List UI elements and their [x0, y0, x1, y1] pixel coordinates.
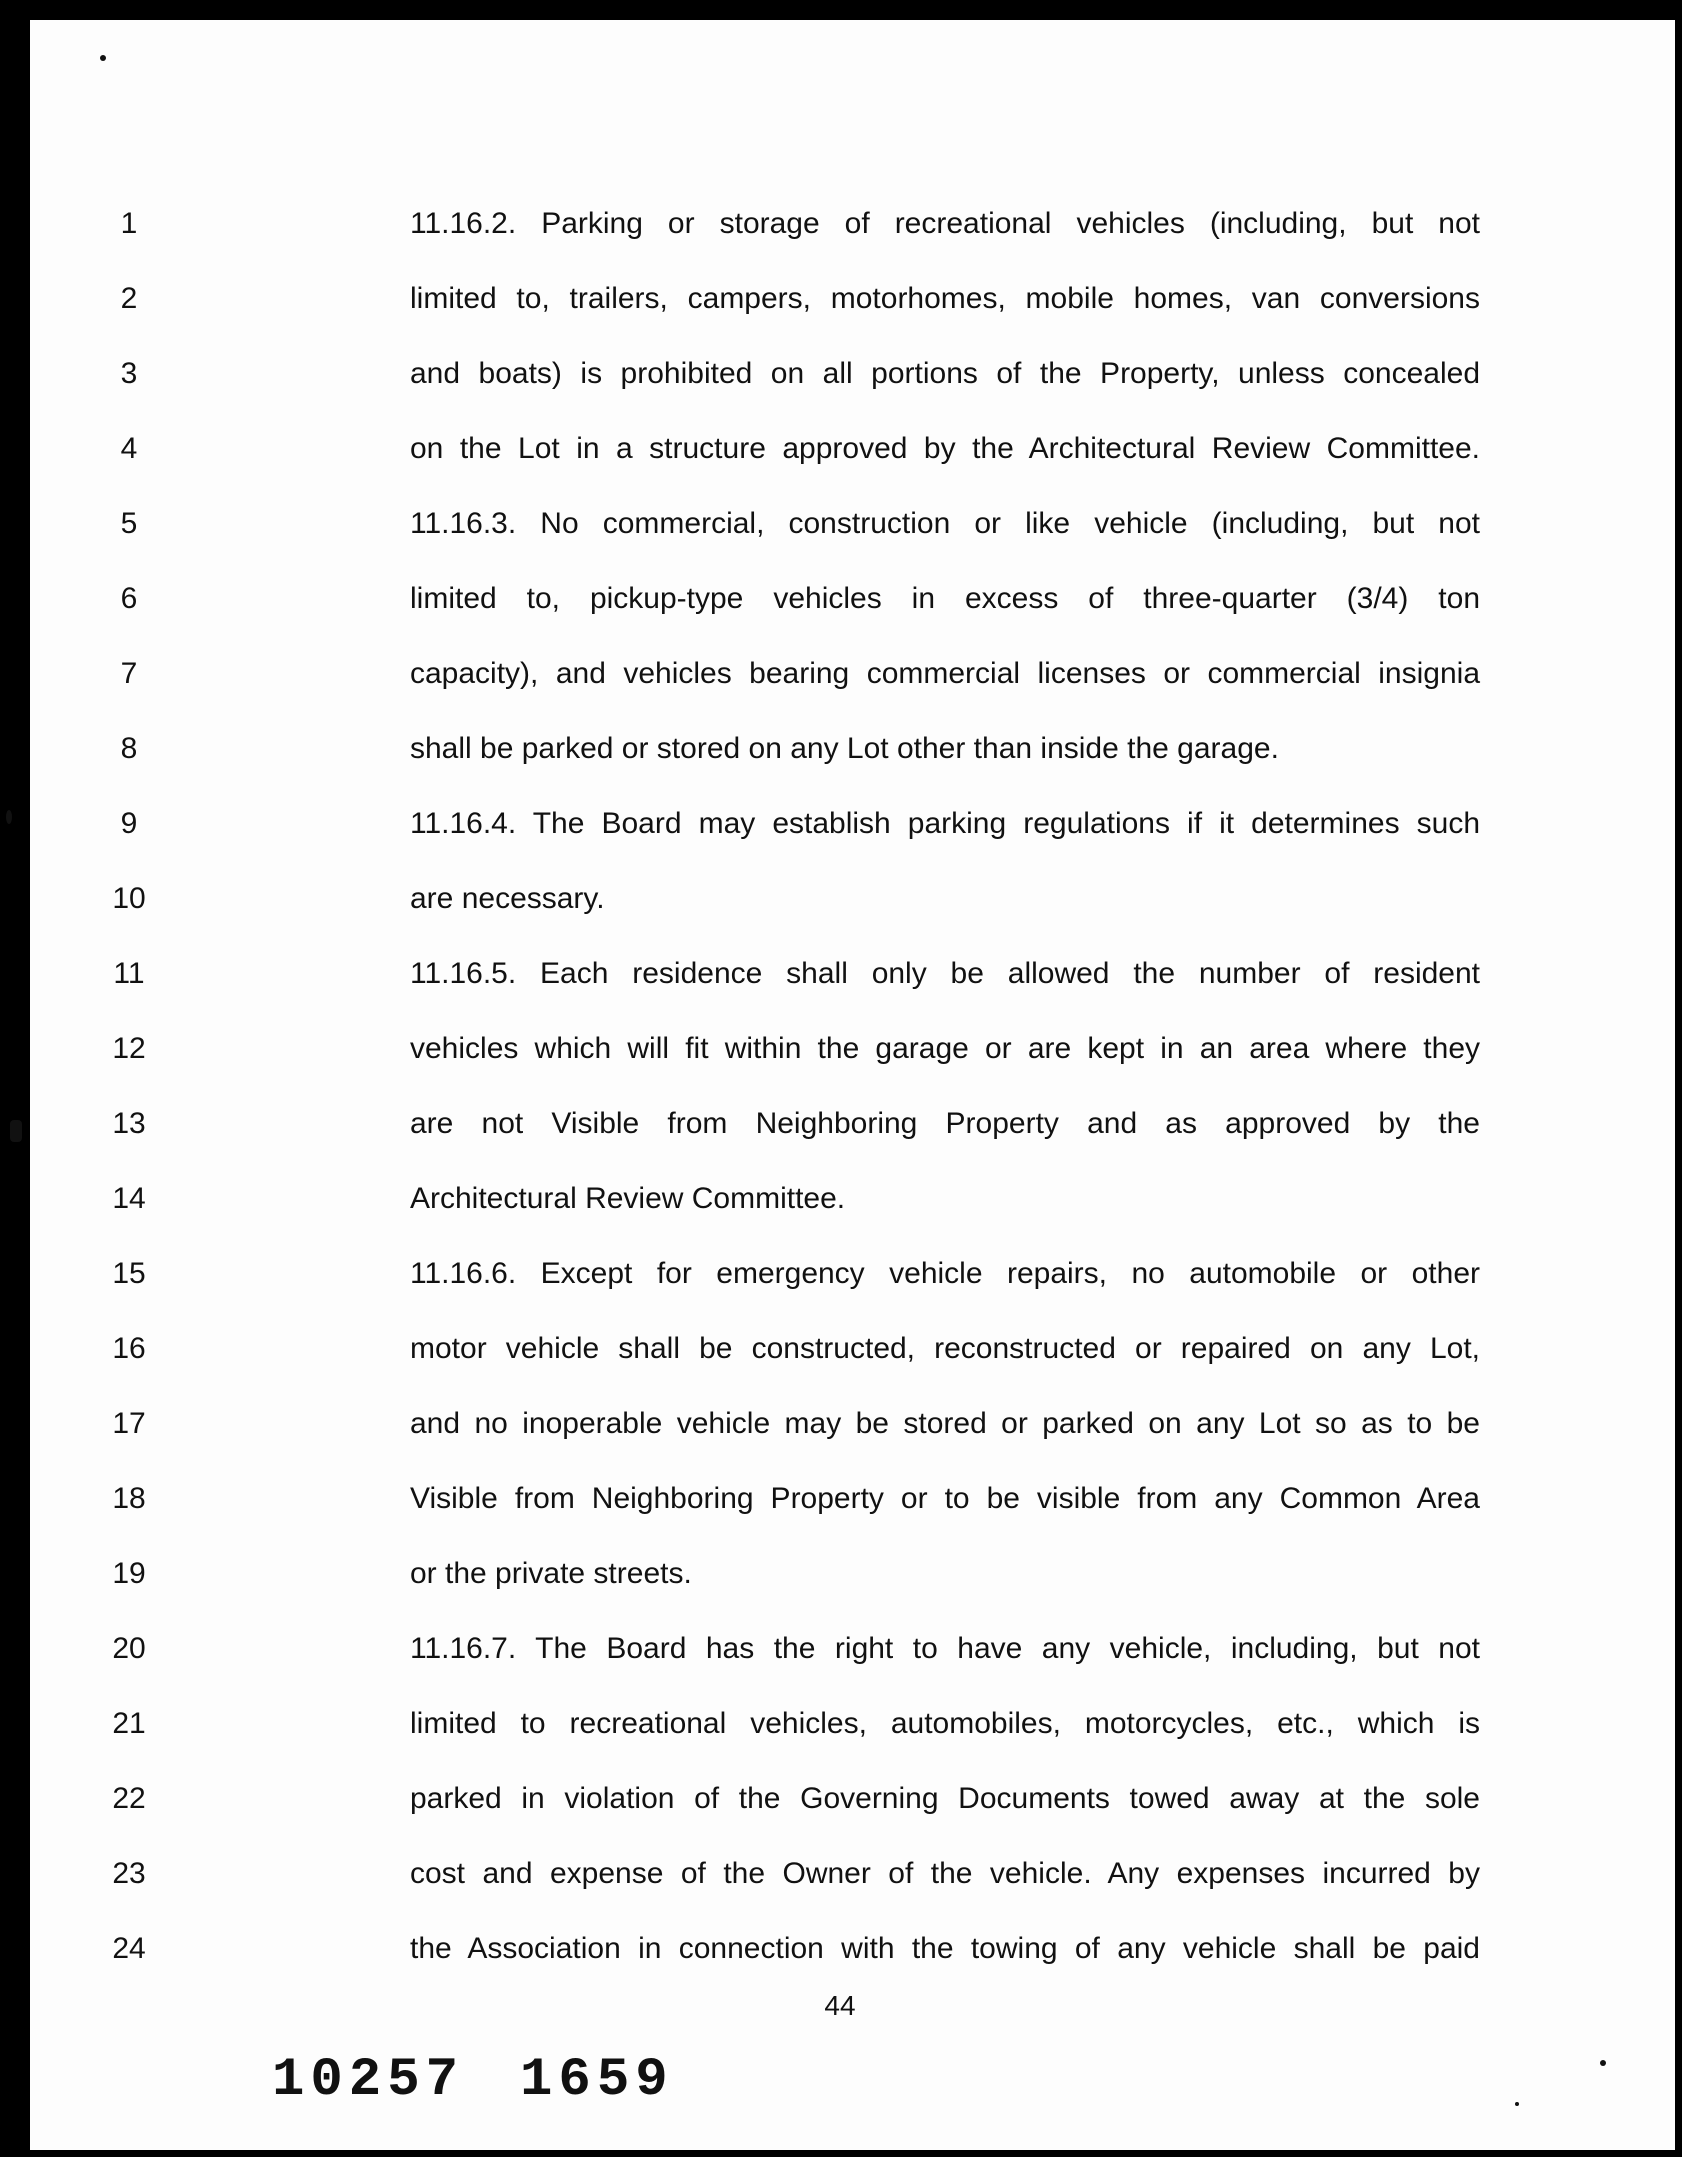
line-number: 12	[112, 1032, 146, 1065]
line-text: 11.16.2. Parking or storage of recreational vehicles (including, but not	[410, 207, 1480, 240]
line-text: the Association in connection with the towing of any vehicle shall be paid	[410, 1932, 1480, 1965]
line-text: shall be parked or stored on any Lot other than inside the garage.	[410, 732, 1279, 765]
line	[0, 579, 1682, 619]
line-number: 21	[112, 1707, 146, 1740]
line-text: or the private streets.	[410, 1557, 692, 1590]
line-number: 13	[112, 1107, 146, 1140]
line-number: 5	[120, 507, 138, 540]
line-number: 2	[120, 282, 138, 315]
line-number: 10	[112, 882, 146, 915]
line	[0, 1254, 1682, 1294]
line-number: 17	[112, 1407, 146, 1440]
line-text: limited to, pickup-type vehicles in excess of three-quarter (3/4) ton	[410, 582, 1480, 615]
line	[0, 804, 1682, 844]
line-text: limited to recreational vehicles, automobiles, motorcycles, etc., which is	[410, 1707, 1480, 1740]
line-text: motor vehicle shall be constructed, reconstructed or repaired on any Lot,	[410, 1332, 1480, 1365]
page-reference: 1659	[520, 2050, 674, 2111]
line	[0, 954, 1682, 994]
line	[0, 1929, 1682, 1969]
line	[0, 1479, 1682, 1519]
line-text: Visible from Neighboring Property or to be visible from any Common Area	[410, 1482, 1480, 1515]
document-page	[30, 20, 1675, 2150]
line-text: Architectural Review Committee.	[410, 1182, 846, 1215]
line-text: and boats) is prohibited on all portions of the Property, unless concealed	[410, 357, 1480, 390]
line-text: on the Lot in a structure approved by the Architectural Review Committee.	[410, 432, 1480, 465]
line-number: 20	[112, 1632, 146, 1665]
line-text: are necessary.	[410, 882, 605, 915]
line	[0, 1329, 1682, 1369]
line-number: 18	[112, 1482, 146, 1515]
line	[0, 429, 1682, 469]
line	[0, 1704, 1682, 1744]
line	[0, 1629, 1682, 1669]
line	[0, 1854, 1682, 1894]
line-number: 16	[112, 1332, 146, 1365]
line-number: 19	[112, 1557, 146, 1590]
line-number: 3	[120, 357, 138, 390]
line-text: capacity), and vehicles bearing commercial licenses or commercial insignia	[410, 657, 1480, 690]
line-number: 1	[120, 207, 138, 240]
line-text: 11.16.6. Except for emergency vehicle repairs, no automobile or other	[410, 1257, 1480, 1290]
line	[0, 1029, 1682, 1069]
line	[0, 279, 1682, 319]
line	[0, 879, 1682, 919]
line-number: 11	[113, 957, 145, 990]
line-text: 11.16.4. The Board may establish parking regulations if it determines such	[410, 807, 1480, 840]
line-number: 8	[120, 732, 138, 765]
line-text: are not Visible from Neighboring Property and as approved by the	[410, 1107, 1480, 1140]
recording-stamp	[272, 2050, 730, 2111]
line	[0, 1554, 1682, 1594]
line	[0, 1104, 1682, 1144]
line-text: limited to, trailers, campers, motorhomes, mobile homes, van conversions	[410, 282, 1480, 315]
line-number: 6	[120, 582, 138, 615]
line	[0, 1779, 1682, 1819]
line	[0, 1404, 1682, 1444]
line-number: 14	[112, 1182, 146, 1215]
line	[0, 1179, 1682, 1219]
line-number: 7	[120, 657, 138, 690]
line-text: 11.16.5. Each residence shall only be allowed the number of resident	[410, 957, 1480, 990]
line	[0, 729, 1682, 769]
line	[0, 204, 1682, 244]
line-number: 22	[112, 1782, 146, 1815]
line-number: 23	[112, 1857, 146, 1890]
line	[0, 654, 1682, 694]
line	[0, 504, 1682, 544]
line-number: 24	[112, 1932, 146, 1965]
book-number: 10257	[272, 2050, 465, 2111]
line-text: vehicles which will fit within the garage or are kept in an area where they	[410, 1032, 1480, 1065]
line	[0, 354, 1682, 394]
line-number: 15	[112, 1257, 146, 1290]
line-text: 11.16.7. The Board has the right to have any vehicle, including, but not	[410, 1632, 1480, 1665]
line-number: 9	[120, 807, 138, 840]
line-text: cost and expense of the Owner of the vehicle. Any expenses incurred by	[410, 1857, 1480, 1890]
line-number: 4	[120, 432, 138, 465]
line-text: parked in violation of the Governing Documents towed away at the sole	[410, 1782, 1480, 1815]
line-text: 11.16.3. No commercial, construction or like vehicle (including, but not	[410, 507, 1480, 540]
page-number: 44	[824, 1990, 856, 2021]
line-text: and no inoperable vehicle may be stored or parked on any Lot so as to be	[410, 1407, 1480, 1440]
